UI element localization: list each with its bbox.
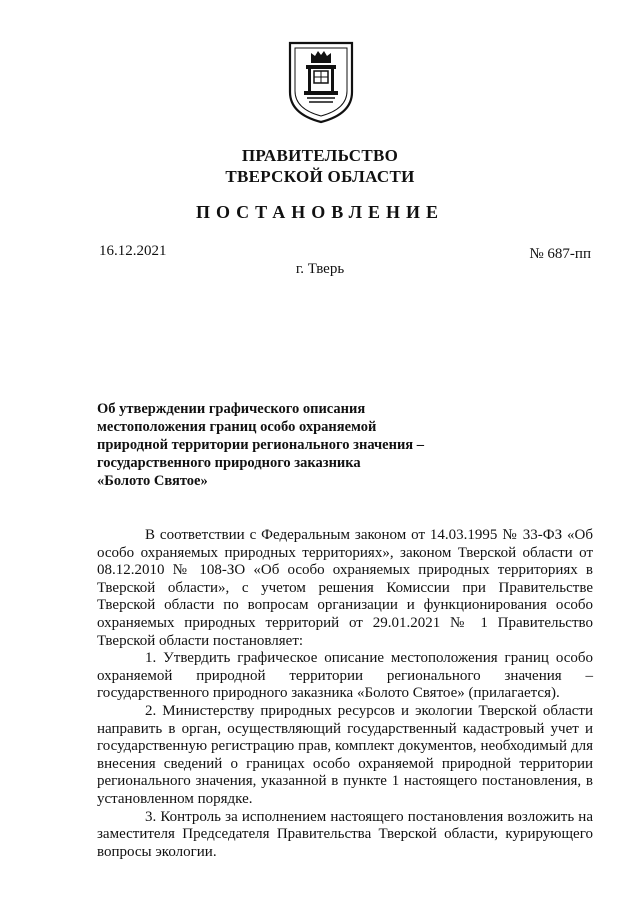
document-number: № 687-пп [529, 246, 591, 262]
document-title [97, 400, 457, 490]
title-line: государственного природного заказника [97, 455, 361, 471]
organization-line-2: ТВЕРСКОЙ ОБЛАСТИ [225, 167, 415, 186]
title-line: природной территории регионального значения – [97, 437, 425, 453]
title-line: Об утверждении графического описания [97, 401, 366, 417]
paragraph-preamble: В соответствии с Федеральным законом от 14.03.1995 № 33-ФЗ «Об особо охраняемых природных территориях», законом Тверской области от 08.12.2010 № 108-ЗО «Об особо охраняемых природных территориях в Тверской области», с учетом решения Комиссии при Правительстве Тверской области по вопросам организации и функционирования особо охраняемых природных территорий от 29.01.2021 № 1 Правительство Тверской области постановляет: [97, 527, 593, 649]
document-type: ПОСТАНОВЛЕНИЕ [195, 202, 445, 222]
paragraph-item-3: 3. Контроль за исполнением настоящего постановления возложить на заместителя Председателя Правительства Тверской области, курирующего вопросы экологии. [97, 808, 593, 860]
paragraph-item-1: 1. Утвердить графическое описание местоположения границ особо охраняемой природной территории регионального значения – государственного природного заказника «Болото Святое» (прилагается). [97, 650, 593, 702]
paragraph-item-2: 2. Министерству природных ресурсов и экологии Тверской области направить в орган, осуществляющий государственный кадастровый учет и государственную регистрацию прав, комплект документов, необходимый для внесения сведений о границах особо охраняемой природной территории регионального значения, указанной в пункте 1 настоящего постановления, в установленном порядке. [97, 702, 593, 807]
coat-of-arms-icon [287, 40, 355, 124]
document-body [97, 527, 593, 861]
title-line: «Болото Святое» [97, 473, 208, 489]
document-date: 16.12.2021 [99, 243, 167, 259]
title-line: местоположения границ особо охраняемой [97, 419, 377, 435]
document-city: г. Тверь [295, 261, 345, 277]
organization-line-1: ПРАВИТЕЛЬСТВО [241, 146, 399, 165]
